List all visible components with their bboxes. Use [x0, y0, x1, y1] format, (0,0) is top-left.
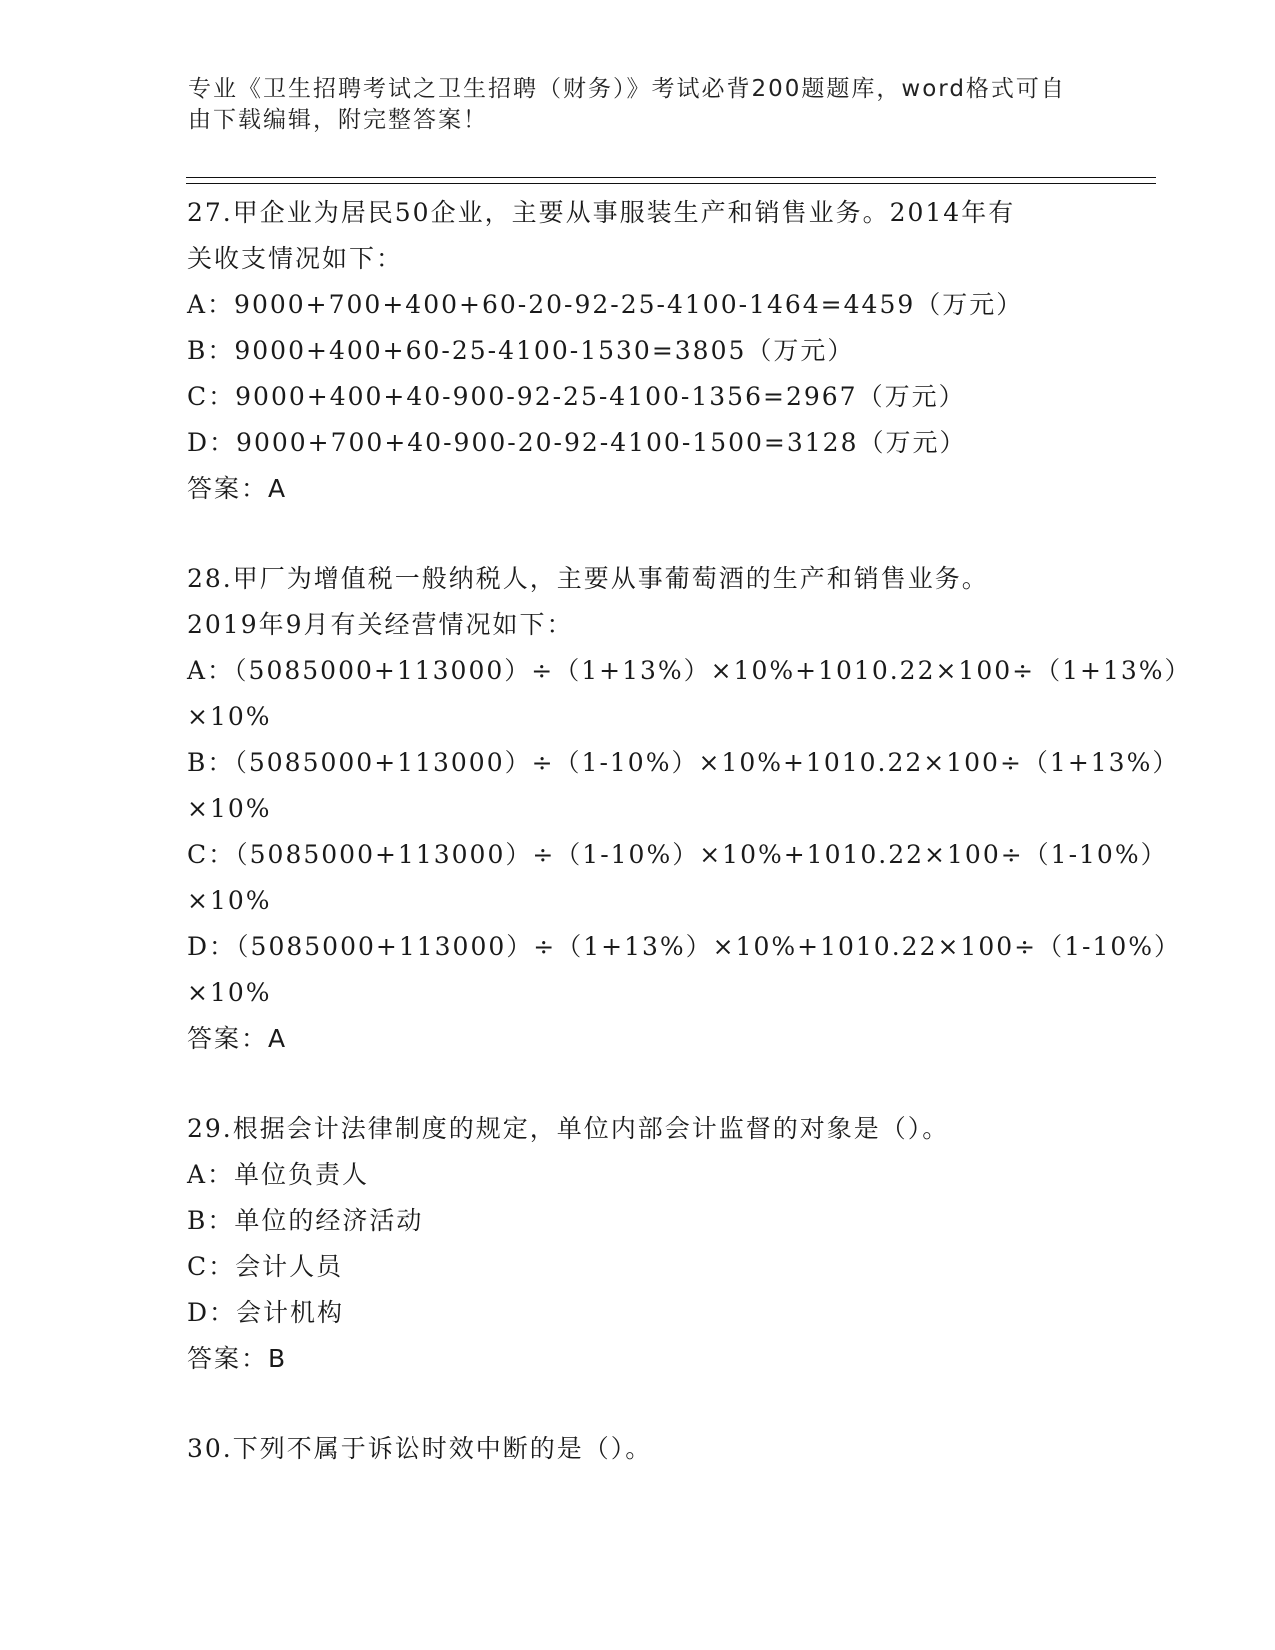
answer: 答案：B	[187, 1344, 288, 1373]
header-divider-thick	[186, 177, 1156, 178]
question-29	[187, 1106, 1087, 1382]
document-header	[188, 74, 1068, 136]
question-stem: 27.甲企业为居民50企业，主要从事服装生产和销售业务。2014年有	[187, 198, 1016, 227]
question-stem: 30.下列不属于诉讼时效中断的是（）。	[187, 1434, 653, 1463]
option-c: C：（5085000+113000）÷（1-10%）×10%+1010.22×100÷（1-10%）	[187, 840, 1168, 869]
header-title-line-2: 由下载编辑，附完整答案！	[188, 107, 488, 133]
header-divider-thin	[186, 183, 1156, 184]
question-list	[187, 190, 1192, 1472]
option-d: D：会计机构	[187, 1298, 345, 1327]
option-a: A：单位负责人	[187, 1160, 370, 1189]
question-stem: 28.甲厂为增值税一般纳税人，主要从事葡萄酒的生产和销售业务。	[187, 564, 989, 593]
question-28	[187, 556, 1192, 1062]
header-title-line-1: 专业《卫生招聘考试之卫生招聘（财务）》考试必背200题题库，word格式可自	[188, 76, 1066, 102]
answer: 答案：A	[187, 474, 288, 503]
answer: 答案：A	[187, 1024, 288, 1053]
option-b: B：单位的经济活动	[187, 1206, 424, 1235]
option-c: C：9000+400+40-900-92-25-4100-1356=2967（万元）	[187, 382, 966, 411]
question-stem: 29.根据会计法律制度的规定，单位内部会计监督的对象是（）。	[187, 1114, 950, 1143]
spacer	[187, 512, 1087, 556]
option-c-continued: ×10%	[187, 886, 272, 915]
option-a: A：（5085000+113000）÷（1+13%）×10%+1010.22×100÷（1+13%）	[187, 656, 1192, 685]
question-27	[187, 190, 1087, 512]
option-d: D：（5085000+113000）÷（1+13%）×10%+1010.22×100÷（1-10%）	[187, 932, 1182, 961]
option-b-continued: ×10%	[187, 794, 272, 823]
option-d: D：9000+700+40-900-20-92-4100-1500=3128（万元）	[187, 428, 967, 457]
spacer	[187, 1062, 1087, 1106]
option-b: B：9000+400+60-25-4100-1530=3805（万元）	[187, 336, 855, 365]
option-a-continued: ×10%	[187, 702, 272, 731]
question-30	[187, 1426, 1087, 1472]
question-stem: 关收支情况如下：	[187, 244, 404, 273]
option-b: B：（5085000+113000）÷（1-10%）×10%+1010.22×100÷（1+13%）	[187, 748, 1180, 777]
spacer	[187, 1382, 1087, 1426]
option-a: A：9000+700+400+60-20-92-25-4100-1464=4459（万元）	[187, 290, 1024, 319]
option-c: C：会计人员	[187, 1252, 344, 1281]
option-d-continued: ×10%	[187, 978, 272, 1007]
question-stem: 2019年9月有关经营情况如下：	[187, 610, 574, 639]
